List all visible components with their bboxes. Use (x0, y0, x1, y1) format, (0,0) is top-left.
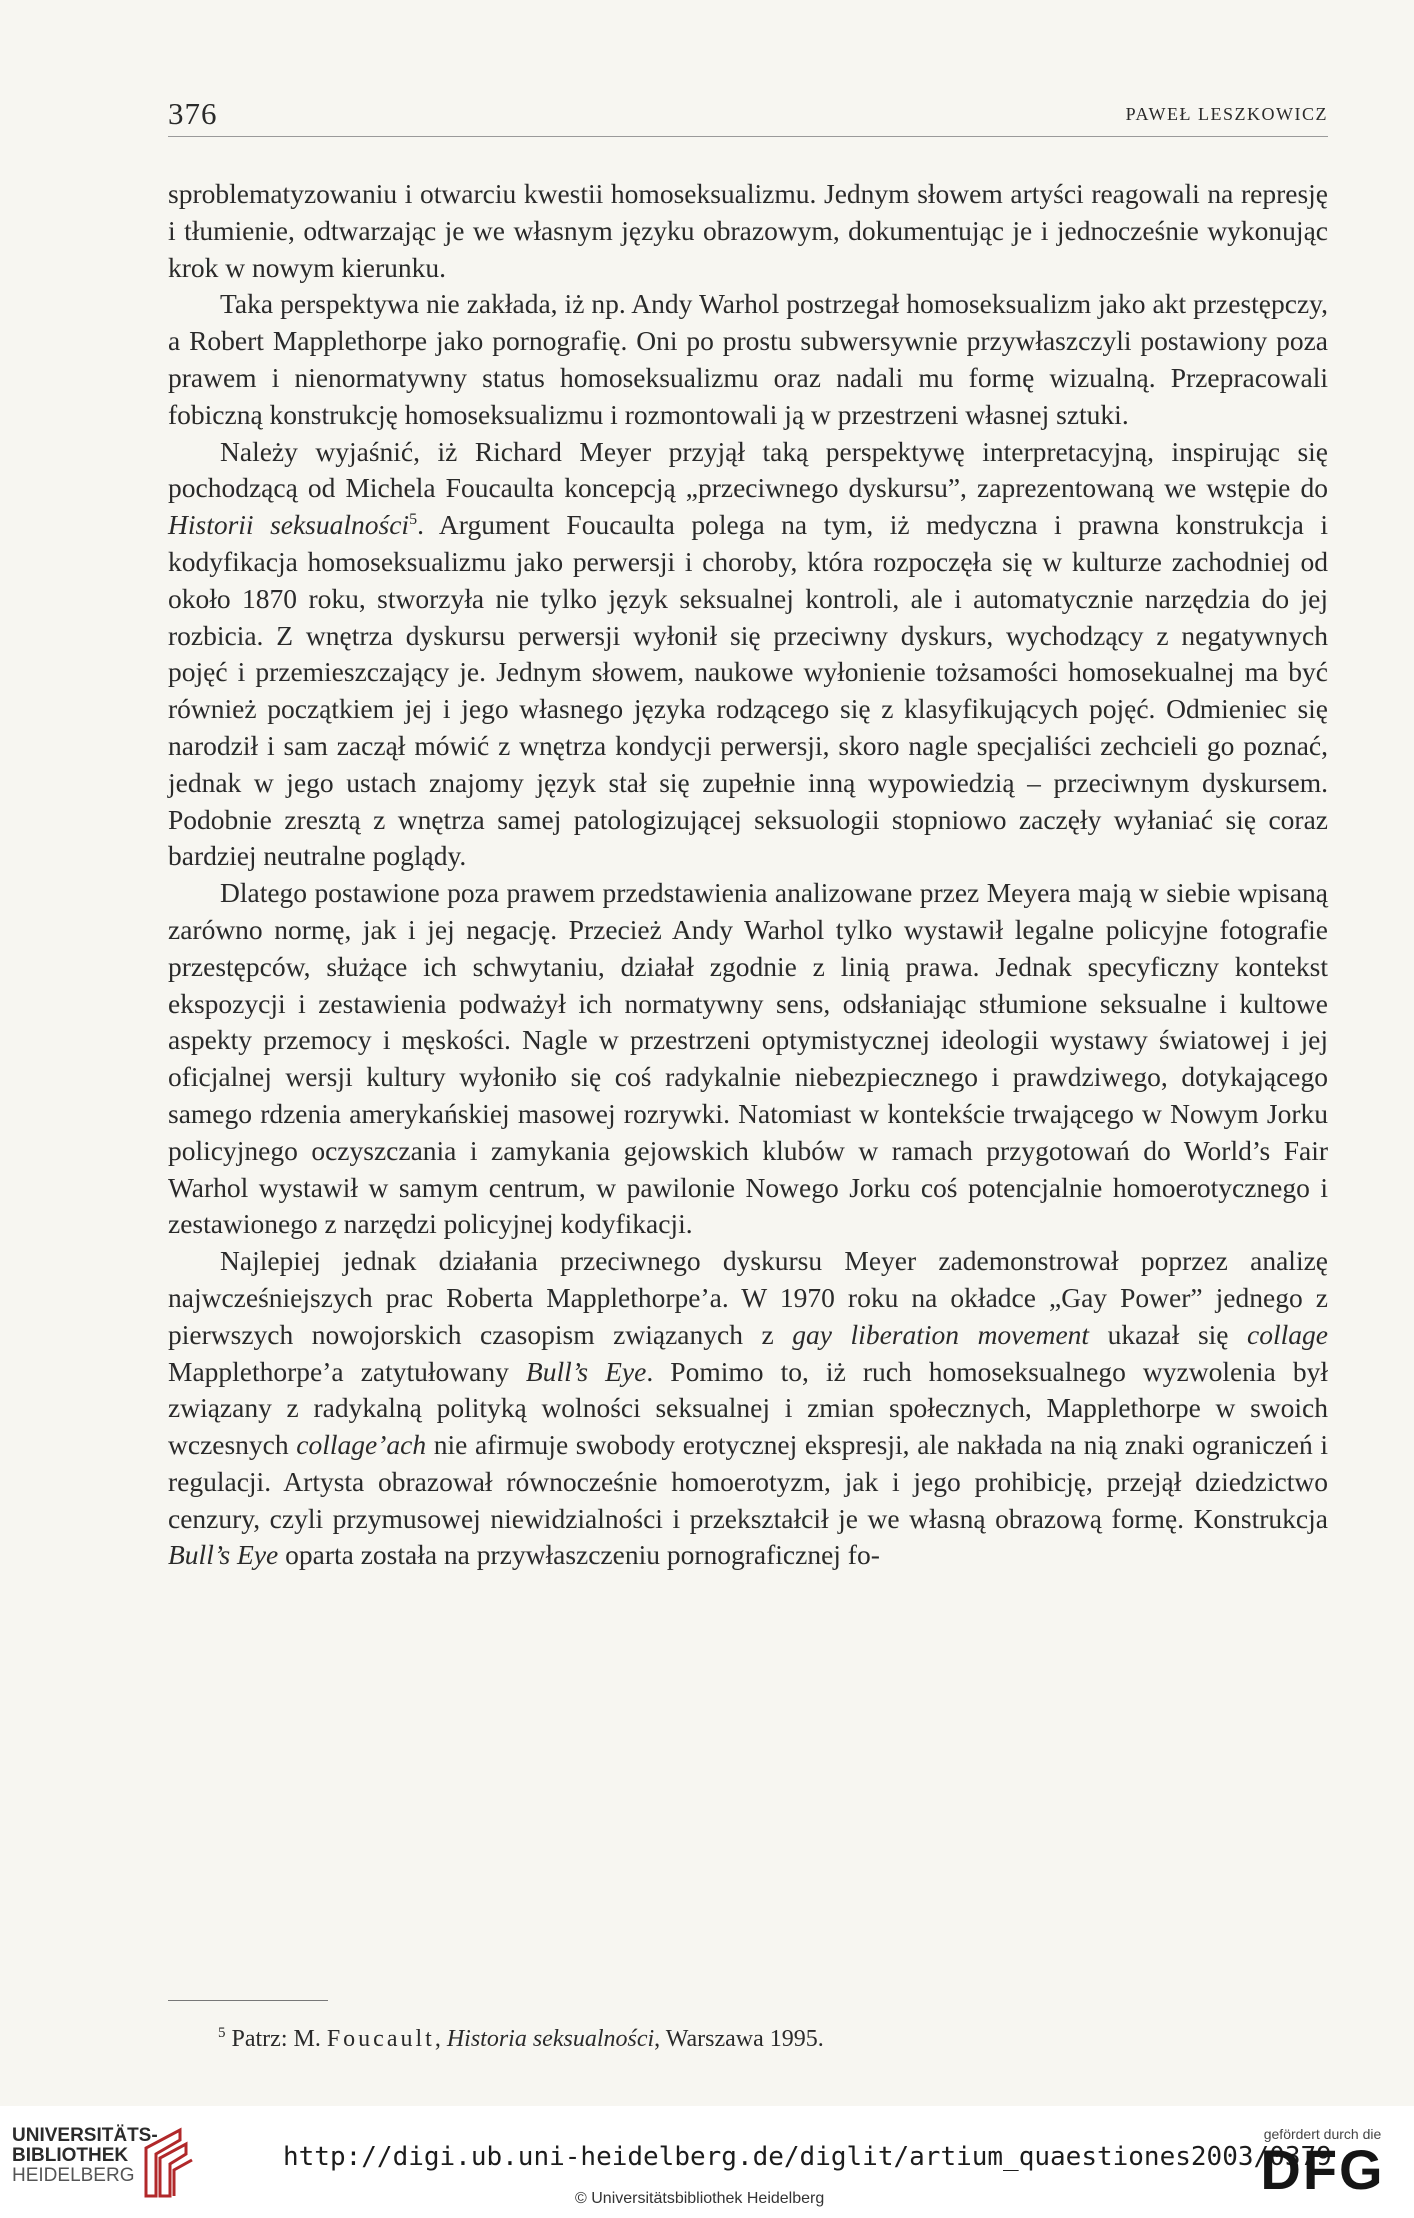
paragraph-3 (168, 434, 1328, 876)
ub-logo-mark-icon (140, 2126, 196, 2198)
paragraph-1: sproblematyzowaniu i otwarciu kwestii homoseksualizmu. Jednym słowem artyści reagowali na represję i tłumienie, odtwarzając je we własnym języku obrazowym, dokumentując je i jednocześnie wykonując krok w nowym kierunku. (168, 178, 1328, 283)
text-span: Mapplethorpe’a zatytułowany (168, 1355, 526, 1387)
italic-term: collage (1247, 1318, 1328, 1350)
logo-line-2: BIBLIOTHEK (12, 2145, 129, 2166)
paragraph-4: Dlatego postawione poza prawem przedstawienia analizowane przez Meyera mają w siebie wpisaną zarówno normę, jak i jej negację. Przecież Andy Warhol tylko wystawił legalne policyjne fotografie przestępców, służące ich schwytaniu, działał zgodnie z linią prawa. Jednak specyficzny kontekst ekspozycji i zestawienia podważył ich normatywny sens, odsłaniając stłumione seksualne i kultowe aspekty przemocy i męskości. Nagle w przestrzeni optymistycznej ideologii wystawy światowej i jej oficjalnej wersji kultury wyłoniło się coś radykalnie niebezpiecznego i prawdziwego, dotykającego samego rdzenia amerykańskiej masowej rozrywki. Natomiast w kontekście trwającego w Nowym Jorku policyjnego oczyszczania i zamykania gejowskich klubów w ramach przygotowań do World’s Fair Warhol wystawił w samym centrum, w pawilonie Nowego Jorku coś potencjalnie homoerotycznego i zestawionego z narzędzi policyjnej kodyfikacji. (168, 877, 1328, 1240)
footnote-number: 5 (218, 2025, 226, 2041)
funded-by-label: gefördert durch die (1263, 2126, 1382, 2142)
footnote-divider (168, 2000, 328, 2001)
logo-line-1: UNIVERSITÄTS- (12, 2125, 158, 2146)
text-span: ukazał się (1089, 1318, 1248, 1350)
footnote-ref: 5 (409, 511, 418, 529)
text-span: , Warszawa 1995. (654, 2026, 824, 2052)
source-url-link[interactable]: http://digi.ub.uni-heidelberg.de/diglit/artium_quaestiones2003/0379 (283, 2142, 1332, 2172)
text-span: Należy wyjaśnić, iż Richard Meyer przyjął taką perspektywę interpretacyjną, inspirując się pochodzącą od Michela Foucaulta koncepcją „przeciwnego dyskursu”, zaprezentowaną we wstępie do (168, 435, 1328, 504)
italic-title: Bull’s Eye (168, 1539, 279, 1571)
text-span: , (434, 2026, 447, 2052)
dfg-wordmark: DFG (1260, 2138, 1385, 2201)
text-span: Najlepiej jednak działania przeciwnego dyskursu Meyer zademonstrował poprzez analizę najwcześniejszych prac Roberta Mapplethorpe’a. W 1970 roku na okładce „Gay Power” jednego z pierwszych nowojorskich czasopism związanych z (168, 1245, 1328, 1350)
text-span: Patrz: M. (231, 2026, 327, 2052)
footnote-author: Foucault (326, 2026, 435, 2052)
text-span: oparta została na przywłaszczeniu pornograficznej fo- (278, 1539, 880, 1571)
paragraph-5 (168, 1243, 1328, 1574)
page-header (168, 96, 1328, 137)
page-number: 376 (168, 96, 218, 131)
footnote-title: Historia seksualności (446, 2026, 655, 2052)
logo-line-3: HEIDELBERG (12, 2165, 135, 2186)
text-span: . Argument Foucaulta polega na tym, iż medyczna i prawna konstrukcja i kodyfikacja homoseksualizmu jako perwersji i choroby, która rozpoczęła się w kulturze zachodniej od około 1870 roku, stworzyła nie tylko język seksualnej kontroli, ale i automatycznie narzędzia do jej rozbicia. Z wnętrza dyskursu perwersji wyłonił się przeciwny dyskurs, wychodzący z negatywnych pojęć i przemieszczający je. Jednym słowem, naukowe wyłonienie tożsamości homosekualnej ma być również początkiem jej i jego własnego języka rodzącego się z klasyfikujących pojęć. Odmieniec się narodził i sam zaczął mówić z wnętrza kondycji perwersji, skoro nagle specjaliści zechcieli go poznać, jednak w jego ustach znajomy język stał się zupełnie inną wypowiedzią – przeciwnym dyskursem. Podobnie zresztą z wnętrza samej patologizującej seksuologii stopniowo zaczęły wyłaniać się coraz bardziej neutralne poglądy. (168, 509, 1328, 872)
italic-title: Historii seksualności (168, 509, 410, 541)
copyright-notice: © Universitätsbibliothek Heidelberg (575, 2190, 825, 2207)
text-span: nie afirmuje swobody erotycznej ekspresji, ale nakłada na nią znaki ograniczeń i regulacji. Artysta obrazował równocześnie homoerotyzm, jak i jego prohibicję, przejął dziedzictwo cenzury, czyli przymusowej niewidzialności i przekształcił je we własną obrazową formę. Konstrukcja (168, 1429, 1329, 1534)
paragraph-2: Taka perspektywa nie zakłada, iż np. Andy Warhol postrzegał homoseksualizm jako akt przestępczy, a Robert Mapplethorpe jako pornografię. Oni po prostu subwersywnie przywłaszczyli postawiony poza prawem i nienormatywny status homoseksualizmu oraz nadali mu formę wizualną. Przepracowali fobiczną konstrukcję homoseksualizmu i rozmontowali ją w przestrzeni własnej sztuki. (168, 288, 1328, 430)
italic-title: Bull’s Eye (525, 1355, 647, 1387)
italic-term: gay liberation movement (792, 1318, 1090, 1350)
dfg-logo (1240, 2126, 1405, 2211)
digitization-footer (0, 2106, 1414, 2218)
body-text (168, 176, 1328, 1574)
text-span: . Pomimo to, iż ruch homoseksualnego wyzwolenia był związany z radykalną polityką wolności seksualnej i zmian społecznych, Mapplethorpe w swoich wczesnych (168, 1355, 1328, 1461)
running-head: PAWEŁ LESZKOWICZ (1125, 104, 1328, 124)
footnote (218, 2018, 1328, 2054)
italic-term: collage’ach (296, 1429, 427, 1461)
